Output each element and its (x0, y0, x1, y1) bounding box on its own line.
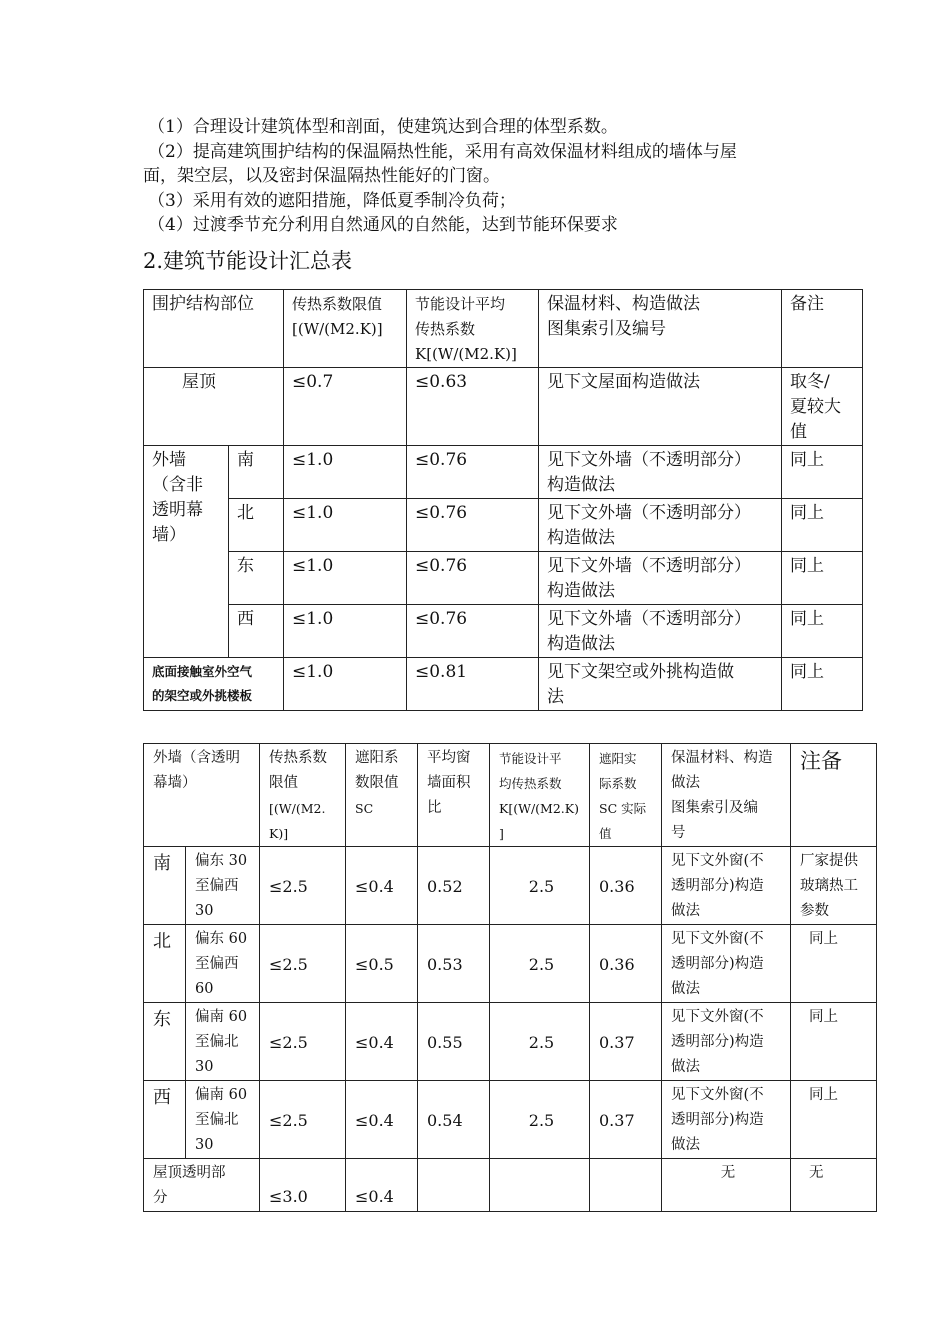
wall-direction: 北 (229, 499, 284, 552)
wall-direction: 西 (229, 605, 284, 658)
roof-label: 屋顶 (144, 368, 284, 446)
note: 同上 (791, 1081, 877, 1159)
roof-note: 无 (791, 1159, 877, 1212)
window-ratio: 0.52 (418, 847, 490, 925)
roof-note: 取冬/ 夏较大 值 (782, 368, 863, 446)
wall-limit: ≤1.0 (284, 499, 407, 552)
orientation-range: 偏南 60 至偏北 30 (186, 1003, 260, 1081)
table-row (144, 1159, 877, 1212)
header-shade-actual: 遮阳实 际系数 SC 实际 值 (590, 744, 662, 847)
limit: ≤2.5 (260, 925, 346, 1003)
empty-cell (590, 1159, 662, 1212)
header-limit: 传热系数 限值 [(W/(M2. K)] (260, 744, 346, 847)
material: 见下文外窗(不 透明部分)构造 做法 (662, 847, 791, 925)
limit: ≤2.5 (260, 847, 346, 925)
floor-material: 见下文架空或外挑构造做 法 (539, 658, 782, 711)
wall-avg: ≤0.76 (407, 552, 539, 605)
shade-actual: 0.36 (590, 847, 662, 925)
table-row (144, 925, 877, 1003)
avg: 2.5 (490, 1081, 590, 1159)
section-title: 2.建筑节能设计汇总表 (143, 249, 353, 273)
direction: 西 (144, 1081, 186, 1159)
material: 见下文外窗(不 透明部分)构造 做法 (662, 1081, 791, 1159)
wall-limit: ≤1.0 (284, 552, 407, 605)
wall-note: 同上 (782, 499, 863, 552)
table-row (144, 658, 863, 711)
floor-note: 同上 (782, 658, 863, 711)
orientation-range: 偏东 30 至偏西 30 (186, 847, 260, 925)
avg: 2.5 (490, 847, 590, 925)
energy-summary-table (143, 289, 863, 711)
header-material: 保温材料、构造 做法 图集索引及编 号 (662, 744, 791, 847)
wall-material: 见下文外墙（不透明部分） 构造做法 (539, 446, 782, 499)
avg: 2.5 (490, 925, 590, 1003)
header-note: 注备 (791, 744, 877, 847)
wall-note: 同上 (782, 552, 863, 605)
orientation-range: 偏南 60 至偏北 30 (186, 1081, 260, 1159)
paragraph-2-line-2: 面，架空层，以及密封保温隔热性能好的门窗。 (143, 166, 500, 186)
header-wall: 外墙（含透明 幕墙） (144, 744, 260, 847)
roof-limit: ≤0.7 (284, 368, 407, 446)
limit: ≤2.5 (260, 1081, 346, 1159)
material: 见下文外窗(不 透明部分)构造 做法 (662, 1003, 791, 1081)
window-summary-table (143, 743, 877, 1212)
header-avg: 节能设计平均 传热系数 K[(W/(M2.K)] (407, 290, 539, 368)
shade-actual: 0.37 (590, 1081, 662, 1159)
wall-note: 同上 (782, 446, 863, 499)
table-row (144, 605, 863, 658)
table-row (144, 368, 863, 446)
table-row (144, 1081, 877, 1159)
wall-avg: ≤0.76 (407, 499, 539, 552)
shade-limit: ≤0.4 (346, 847, 418, 925)
empty-cell (418, 1159, 490, 1212)
roof-limit: ≤3.0 (260, 1159, 346, 1212)
paragraph-4: （4）过渡季节充分利用自然通风的自然能，达到节能环保要求 (148, 215, 618, 235)
wall-material: 见下文外墙（不透明部分） 构造做法 (539, 552, 782, 605)
table-row (144, 847, 877, 925)
direction: 北 (144, 925, 186, 1003)
avg: 2.5 (490, 1003, 590, 1081)
orientation-range: 偏东 60 至偏西 60 (186, 925, 260, 1003)
wall-direction: 南 (229, 446, 284, 499)
roof-avg: ≤0.63 (407, 368, 539, 446)
table-row (144, 552, 863, 605)
shade-limit: ≤0.4 (346, 1081, 418, 1159)
empty-cell (490, 1159, 590, 1212)
direction: 东 (144, 1003, 186, 1081)
paragraph-3: （3）采用有效的遮阳措施，降低夏季制冷负荷； (148, 191, 516, 211)
table-row (144, 446, 863, 499)
table-row (144, 499, 863, 552)
roof-shade: ≤0.4 (346, 1159, 418, 1212)
header-part: 围护结构部位 (144, 290, 284, 368)
wall-material: 见下文外墙（不透明部分） 构造做法 (539, 499, 782, 552)
roof-transparent-label: 屋顶透明部 分 (144, 1159, 260, 1212)
floor-label: 底面接触室外空气 的架空或外挑楼板 (144, 658, 284, 711)
shade-actual: 0.37 (590, 1003, 662, 1081)
header-limit: 传热系数限值 [(W/(M2.K)] (284, 290, 407, 368)
direction: 南 (144, 847, 186, 925)
header-note: 备注 (782, 290, 863, 368)
shade-limit: ≤0.4 (346, 1003, 418, 1081)
note: 同上 (791, 1003, 877, 1081)
paragraph-1: （1）合理设计建筑体型和剖面，使建筑达到合理的体型系数。 (148, 117, 618, 137)
table-row (144, 1003, 877, 1081)
paragraph-2-line-1: （2）提高建筑围护结构的保温隔热性能，采用有高效保温材料组成的墙体与屋 (148, 142, 737, 162)
wall-avg: ≤0.76 (407, 605, 539, 658)
wall-note: 同上 (782, 605, 863, 658)
shade-limit: ≤0.5 (346, 925, 418, 1003)
table-header-row (144, 744, 877, 847)
material: 见下文外窗(不 透明部分)构造 做法 (662, 925, 791, 1003)
header-material: 保温材料、构造做法 图集索引及编号 (539, 290, 782, 368)
wall-avg: ≤0.76 (407, 446, 539, 499)
note: 同上 (791, 925, 877, 1003)
window-ratio: 0.53 (418, 925, 490, 1003)
header-window-ratio: 平均窗 墙面积 比 (418, 744, 490, 847)
table-header-row (144, 290, 863, 368)
wall-material: 见下文外墙（不透明部分） 构造做法 (539, 605, 782, 658)
window-ratio: 0.55 (418, 1003, 490, 1081)
wall-direction: 东 (229, 552, 284, 605)
wall-limit: ≤1.0 (284, 446, 407, 499)
window-ratio: 0.54 (418, 1081, 490, 1159)
roof-material: 无 (662, 1159, 791, 1212)
note: 厂家提供 玻璃热工 参数 (791, 847, 877, 925)
header-avg: 节能设计平 均传热系数 K[(W/(M2.K) ] (490, 744, 590, 847)
wall-limit: ≤1.0 (284, 605, 407, 658)
floor-avg: ≤0.81 (407, 658, 539, 711)
shade-actual: 0.36 (590, 925, 662, 1003)
floor-limit: ≤1.0 (284, 658, 407, 711)
limit: ≤2.5 (260, 1003, 346, 1081)
header-shade-limit: 遮阳系 数限值 SC (346, 744, 418, 847)
roof-material: 见下文屋面构造做法 (539, 368, 782, 446)
wall-label: 外墙 （含非 透明幕 墙） (144, 446, 229, 658)
